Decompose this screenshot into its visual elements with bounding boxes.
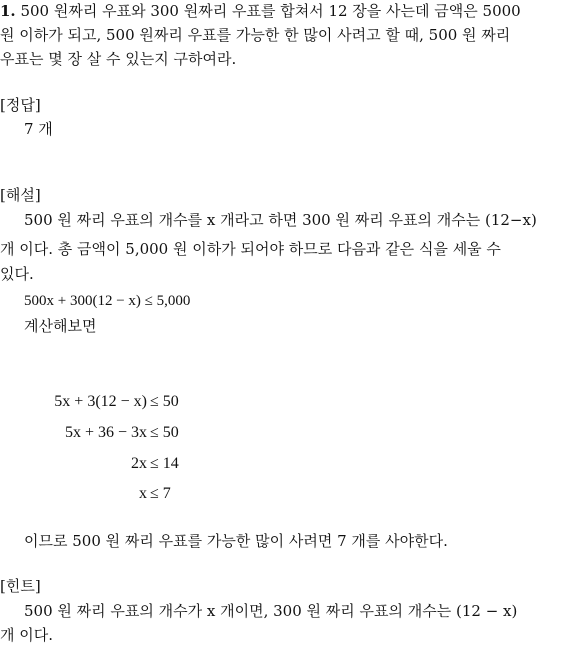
solution-line-3: 있다. [0, 265, 34, 283]
problem-line-3: 우표는 몇 장 살 수 있는지 구하여라. [0, 50, 237, 68]
solution-line-1: 500 원 짜리 우표의 개수를 x 개라고 하면 300 원 짜리 우표의 개수는 (12−x) [24, 211, 537, 229]
solution-conclusion: 이므로 500 원 짜리 우표를 가능한 많이 사려면 7 개를 사야한다. [24, 532, 448, 550]
problem-line-2: 원 이하가 되고, 500 원짜리 우표를 가능한 한 많이 사려고 할 때, 500 원 짜리 [0, 26, 511, 44]
problem-number: 1. [0, 2, 16, 20]
step-4-lhs: x [139, 485, 147, 502]
hint-line-2: 개 이다. [0, 626, 54, 644]
solution-inequality: 500x + 300(12 − x) ≤ 5,000 [24, 293, 191, 309]
hint-header: [힌트] [0, 577, 41, 595]
step-2-rhs: ≤ 50 [150, 424, 179, 441]
solution-line-2: 개 이다. 총 금액이 5,000 원 이하가 되어야 하므로 다음과 같은 식을 세울 수 [0, 240, 501, 258]
answer-header: [정답] [0, 96, 41, 114]
solution-header: [해설] [0, 186, 41, 204]
step-2-lhs: 5x + 36 − 3x [64, 424, 147, 441]
step-1-lhs: 5x + 3(12 − x) [54, 393, 147, 410]
hint-line-1: 500 원 짜리 우표의 개수가 x 개이면, 300 원 짜리 우표의 개수는 (12 − x) [24, 602, 518, 620]
compute-label: 계산해보면 [24, 317, 97, 335]
step-3-rhs: ≤ 14 [150, 455, 179, 472]
step-1-rhs: ≤ 50 [150, 393, 179, 410]
step-4-rhs: ≤ 7 [150, 485, 171, 502]
problem-text-1: 500 원짜리 우표와 300 원짜리 우표를 합쳐서 12 장을 사는데 금액은 5000 [20, 2, 521, 20]
step-3-lhs: 2x [131, 455, 147, 472]
answer-value: 7 개 [24, 120, 53, 138]
